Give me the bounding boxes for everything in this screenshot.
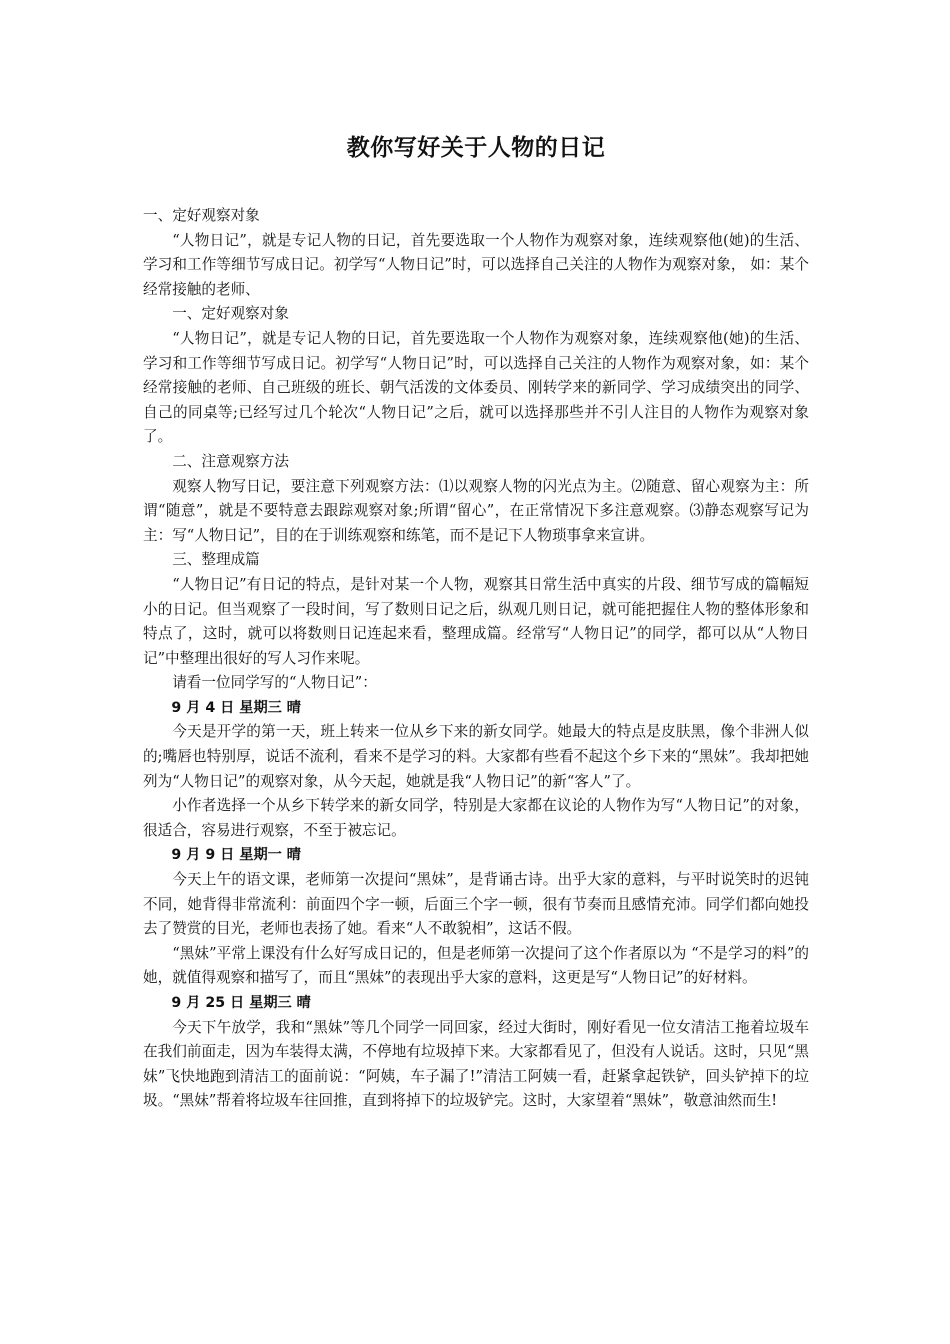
paragraph: 小作者选择一个从乡下转学来的新女同学，特别是大家都在议论的人物作为写“人物日记”的对象，很适合，容易进行观察，不至于被忘记。 [143, 797, 809, 839]
paragraph: “人物日记”有日记的特点，是针对某一个人物，观察其日常生活中真实的片段、细节写成的篇幅短小的日记。但当观察了一段时间，写了数则日记之后，纵观几则日记，就可能把握住人物的整体形象和特点了，这时，就可以将数则日记连起来看，整理成篇。经常写“人物日记”的同学，都可以从“人物日记”中整理出很好的写人习作来呢。 [143, 575, 809, 667]
diary-date-heading: 9 月 25 日 星期三 晴 [171, 995, 311, 1011]
document-title: 教你写好关于人物的日记 [346, 135, 606, 161]
document-page [143, 128, 809, 1114]
diary-date-heading: 9 月 9 日 星期一 晴 [171, 847, 301, 864]
paragraph: “人物日记”，就是专记人物的日记，首先要选取一个人物作为观察对象，连续观察他(她)的生活、学习和工作等细节写成日记。初学写“人物日记”时，可以选择自己关注的人物作为观察对象，如：某个经常接触的老师、自己班级的班长、朝气活泼的文体委员、刚转学来的新同学、学习成绩突出的同学、自己的同桌等;已经写过几个轮次“人物日记”之后，就可以选择那些并不引人注目的人物作为观察对象了。 [143, 329, 809, 446]
section-heading: 二、注意观察方法 [172, 452, 289, 470]
paragraph: 今天上午的语文课，老师第一次提问“黑妹”，是背诵古诗。出乎大家的意料，与平时说笑时的迟钝不同，她背得非常流利：前面四个字一顿，后面三个字一顿，很有节奏而且感情充沛。同学们都向她投去了赞赏的目光，老师也表扬了她。看来“人不敢貌相”，这话不假。 [143, 871, 809, 938]
section-heading: 一、定好观察对象 [143, 207, 260, 224]
paragraph: “黑妹”平常上课没有什么好写成日记的，但是老师第一次提问了这个作者原以为 “不是学习的料”的她，就值得观察和描写了，而且“黑妹”的表现出乎大家的意料，这更是写“人物日记”的好材料。 [143, 944, 809, 987]
paragraph: “人物日记”，就是专记人物的日记，首先要选取一个人物作为观察对象，连续观察他(她)的生活、学习和工作等细节写成日记。初学写“人物日记”时，可以选择自己关注的人物作为观察对象， 如：某个经常接触的老师、 [143, 231, 809, 298]
section-heading: 三、整理成篇 [172, 551, 260, 569]
paragraph: 今天是开学的第一天，班上转来一位从乡下来的新女同学。她最大的特点是皮肤黑，像个非洲人似的;嘴唇也特别厚，说话不流利，看来不是学习的料。大家都有些看不起这个乡下来的“黑妹”。我却把她列为“人物日记”的观察对象，从今天起，她就是我“人物日记”的新“客人”了。 [143, 723, 809, 790]
diary-date-heading: 9 月 4 日 星期三 晴 [171, 699, 301, 716]
paragraph: 今天下午放学，我和“黑妹”等几个同学一同回家，经过大街时，刚好看见一位女清洁工拖着垃圾车在我们前面走，因为车装得太满，不停地有垃圾掉下来。大家都看见了，但没有人说话。这时，只见“黑妹”飞快地跑到清洁工的面前说：“阿姨，车子漏了!”清洁工阿姨一看，赶紧拿起铁铲，回头铲掉下的垃圾。“黑妹”帮着将垃圾车往回推，直到将掉下的垃圾铲完。这时，大家望着“黑妹”，敬意油然而生! [143, 1018, 809, 1110]
paragraph: 请看一位同学写的“人物日记”： [172, 674, 377, 692]
section-heading: 一、定好观察对象 [172, 305, 289, 323]
paragraph: 观察人物写日记，要注意下列观察方法：⑴以观察人物的闪光点为主。⑵随意、留心观察为主：所谓“随意”，就是不要特意去跟踪观察对象;所谓“留心”，在正常情况下多注意观察。⑶静态观察写记为主：写“人物日记”，目的在于训练观察和练笔，而不是记下人物琐事拿来宣讲。 [143, 477, 809, 544]
